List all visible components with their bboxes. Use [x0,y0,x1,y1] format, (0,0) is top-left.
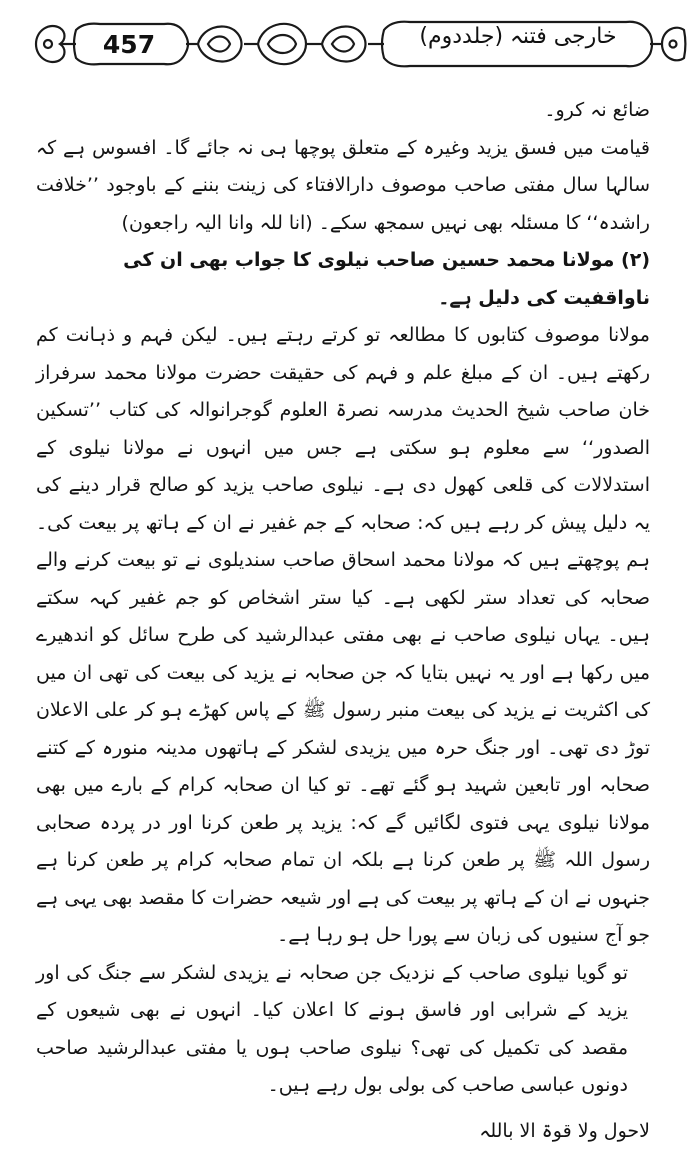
paragraph-1: ضائع نہ کرو۔ [544,99,650,121]
page-header [0,0,687,82]
right-fleuron [662,28,686,61]
closing-phrase: لاحول ولا قوۃ الا باللہ [479,1119,650,1142]
paragraph-4: مولانا موصوف کتابوں کا مطالعہ تو کرتے رہتے ہیں۔ لیکن فہم و ذہانت کم رکھتے ہیں۔ ان کے مبلغ علم و فہم کی حقیقت حضرت مولانا محمد سرفراز خان صاحب شیخ الحدیث مدرسہ نصرۃ العلوم گوجرانوالہ کی کتاب ’’تسکین الصدور‘‘ سے معلوم ہو سکتی ہے جس میں انہوں نے مولانا نیلوی کے استدلالات کی قلعی کھول دی ہے۔ نیلوی صاحب یزید کو صالح قرار دینے کی یہ دلیل پیش کر رہے ہیں کہ: صحابہ کے جم غفیر نے ان کے ہاتھ پر بیعت کی۔ ہم پوچھتے ہیں کہ مولانا محمد اسحاق صاحب سندیلوی نے تو بیعت کرنے والے صحابہ کی تعداد ستر لکھی ہے۔ کیا ستر اشخاص کو جم غفیر کہہ سکتے ہیں۔ یہاں نیلوی صاحب نے بھی مفتی عبدالرشید کی طرح سائل کو اندھیرے میں رکھا ہے اور یہ نہیں بتایا کہ جن صحابہ نے یزید کی بیعت کی تھی ان میں کی اکثریت نے یزید کی بیعت منبر رسول ﷺ کے پاس کھڑے ہو کر علی الاعلان توڑ دی تھی۔ اور جنگ حرہ میں یزیدی لشکر کے ہاتھوں مدینہ منورہ کے کتنے صحابہ اور تابعین شہید ہو گئے تھے۔ تو کیا ان صحابہ کرام کے بارے میں بھی مولانا نیلوی یہی فتوی لگائیں گے کہ: یزید پر طعن کرنا اور در پردہ صحابی رسول اللہ ﷺ پر طعن کرنا ہے بلکہ ان تمام صحابہ کرام پر طعن کرنا ہے جنہوں نے ان کے ہاتھ پر بیعت کی ہے اور شیعہ حضرات کا مقصد بھی یہی ہے جو آج سنیوں کی زبان سے پورا حل ہو رہا ہے۔ [36,324,650,946]
paragraph-2: قیامت میں فسق یزید وغیرہ کے متعلق پوچھا ہی نہ جائے گا۔ افسوس ہے کہ سالہا سال مفتی صاحب موصوف دارالافتاء کی زینت بننے کے باوجود ’’خلافت راشدہ‘‘ کا مسئلہ بھی نہیں سمجھ سکے۔ (انا للہ وانا الیہ راجعون) [36,136,650,234]
running-title: خارجی فتنہ (جلددوم) [419,24,617,49]
center-ornament-middle [258,24,306,64]
paragraph-3-heading: (۲) مولانا محمد حسین صاحب نیلوی کا جواب بھی ان کی ناواقفیت کی دلیل ہے۔ [123,249,650,309]
page-body [36,92,650,1150]
paragraph-5: تو گویا نیلوی صاحب کے نزدیک جن صحابہ نے یزیدی لشکر سے جنگ کی اور یزید کے شرابی اور فاسق ہونے کا اعلان کیا۔ انہوں نے بھی شیعوں کے مقصد کی تکمیل کی تھی؟ نیلوی صاحب ہوں یا مفتی عبدالرشید صاحب دونوں عباسی صاحب کی بولی بول رہے ہیں۔ [36,961,628,1096]
center-ornament-right [322,26,366,61]
page-number: 457 [102,30,156,59]
center-ornament-left [198,26,242,61]
